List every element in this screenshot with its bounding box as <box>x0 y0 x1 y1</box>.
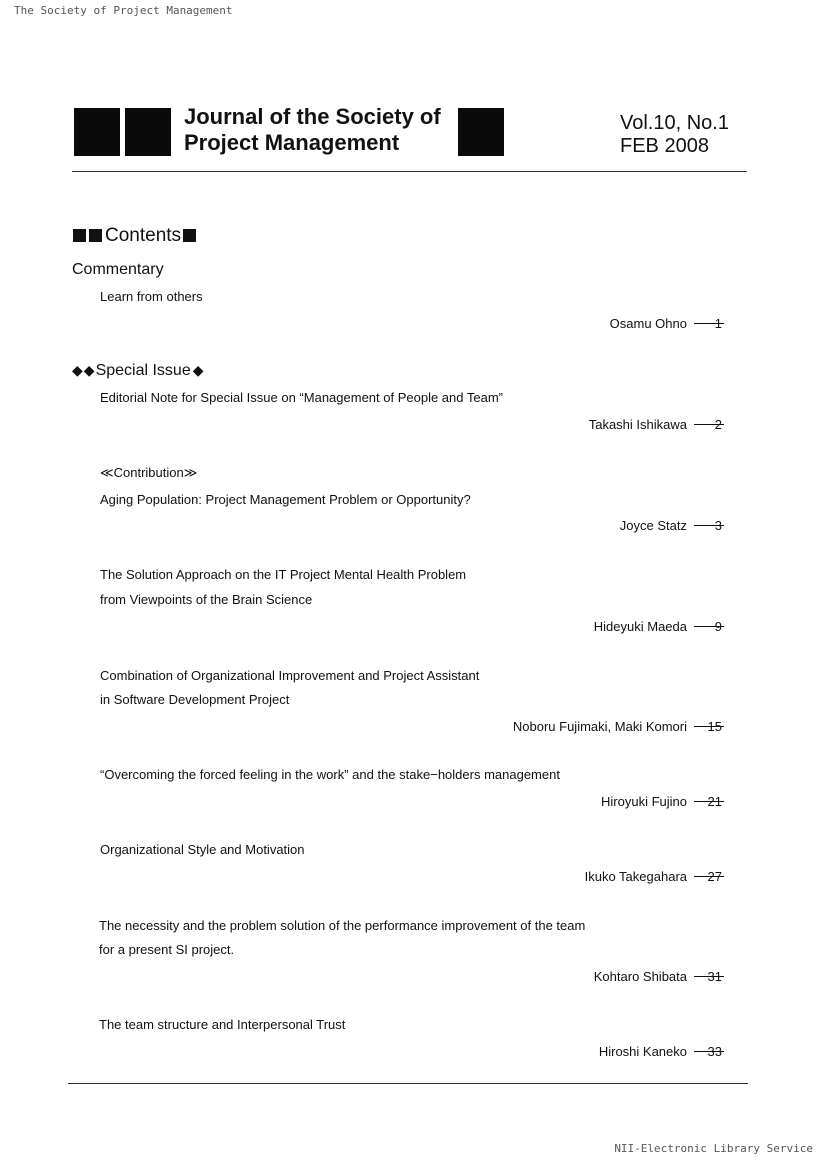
masthead-block-1 <box>74 108 120 156</box>
entry-title: The necessity and the problem solution of the performance improvement of the team <box>99 918 586 933</box>
entry-title-continued: for a present SI project. <box>99 942 235 957</box>
square-bullet-icon <box>89 229 102 242</box>
author-name: Ikuko Takegahara <box>584 869 687 884</box>
special-issue-heading <box>72 362 205 380</box>
diamond-bullet-icon: ◆ <box>72 362 83 378</box>
special-issue-heading-text: Special Issue <box>95 362 191 379</box>
running-head: The Society of Project Management <box>14 4 233 17</box>
author-name: Kohtaro Shibata <box>593 969 687 984</box>
entry-title-continued: from Viewpoints of the Brain Science <box>100 592 313 607</box>
contents-heading <box>73 225 199 247</box>
author-name: Noboru Fujimaki, Maki Komori <box>512 719 687 734</box>
entry-title: Editorial Note for Special Issue on “Management of People and Team” <box>100 390 503 405</box>
entry-page: 21 <box>707 794 722 809</box>
footer-rule <box>68 1083 748 1084</box>
entry-page: 33 <box>707 1044 722 1059</box>
entry-title-continued: in Software Development Project <box>100 692 290 707</box>
square-bullet-icon <box>183 229 196 242</box>
entry-title: Organizational Style and Motivation <box>100 842 305 857</box>
square-bullet-icon <box>73 229 86 242</box>
footer-source: NII-Electronic Library Service <box>614 1142 813 1155</box>
author-name: Hiroyuki Fujino <box>601 794 687 809</box>
entry-page: 9 <box>714 619 722 634</box>
header-rule <box>72 171 747 172</box>
author-name: Hideyuki Maeda <box>593 619 687 634</box>
entry-title: Aging Population: Project Management Problem or Opportunity? <box>100 492 471 507</box>
journal-title-line2: Project Management <box>184 130 400 155</box>
entry-page: 1 <box>714 316 722 331</box>
diamond-bullet-icon: ◆ <box>83 362 95 378</box>
diamond-bullet-icon: ◆ <box>192 362 204 378</box>
contents-heading-text: Contents <box>105 225 182 246</box>
entry-page: 27 <box>707 869 722 884</box>
entry-title: The team structure and Interpersonal Trust <box>99 1017 346 1032</box>
entry-page: 2 <box>714 417 722 432</box>
author-name: Takashi Ishikawa <box>588 417 687 432</box>
author-name: Osamu Ohno <box>609 316 687 331</box>
entry-title: The Solution Approach on the IT Project Mental Health Problem <box>100 567 467 582</box>
entry-page: 15 <box>707 719 722 734</box>
volume-number: Vol.10, No.1 <box>620 112 729 134</box>
masthead-block-3 <box>458 108 504 156</box>
author-name: Hiroshi Kaneko <box>598 1044 687 1059</box>
journal-title-line1: Journal of the Society of <box>184 104 441 129</box>
masthead-block-2 <box>125 108 171 156</box>
commentary-heading: Commentary <box>72 261 164 278</box>
entry-title: “Overcoming the forced feeling in the work” and the stake−holders management <box>100 767 560 782</box>
contribution-label: ≪Contribution≫ <box>100 465 198 480</box>
issue-date: FEB 2008 <box>620 135 709 157</box>
entry-page: 3 <box>714 518 722 533</box>
entry-page: 31 <box>707 969 722 984</box>
entry-title: Learn from others <box>100 289 203 304</box>
author-name: Joyce Statz <box>619 518 687 533</box>
entry-title: Combination of Organizational Improvement and Project Assistant <box>100 668 480 683</box>
